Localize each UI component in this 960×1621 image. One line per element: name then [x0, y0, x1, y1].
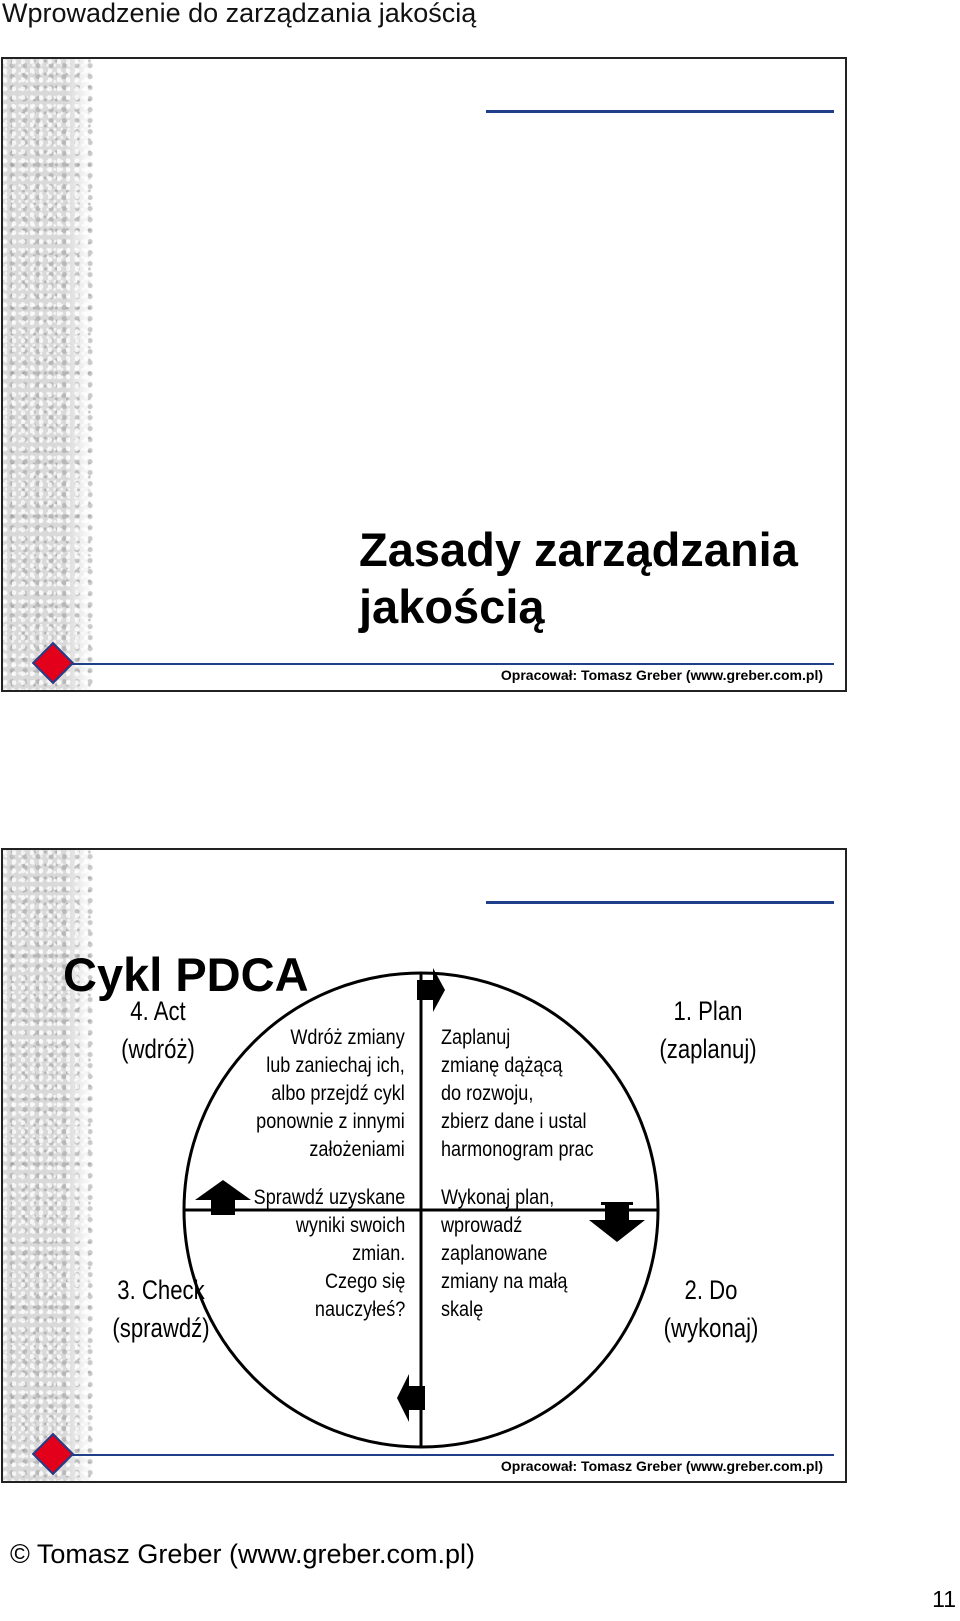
slide-title-line-2: jakością	[359, 580, 545, 633]
act-text	[256, 1024, 405, 1164]
slide-1	[1, 57, 847, 692]
act-text-line: założeniami	[309, 1138, 405, 1161]
plan-text-line: zmianę dążącą	[441, 1054, 563, 1077]
plan-text-line: harmonogram prac	[441, 1138, 594, 1161]
check-text-line: nauczyłeś?	[314, 1298, 405, 1321]
act-text-line: albo przejdź cykl	[271, 1082, 405, 1105]
act-label	[117, 992, 199, 1068]
act-label-line-1: 4. Act	[130, 996, 186, 1026]
top-rule	[486, 110, 834, 113]
bottom-rule	[43, 1454, 834, 1456]
check-text-line: Sprawdź uzyskane	[253, 1186, 405, 1209]
do-text-line: wprowadź	[441, 1214, 523, 1237]
plan-text-line: Zaplanuj	[441, 1026, 511, 1049]
do-text-line: zaplanowane	[441, 1242, 548, 1265]
check-text-line: wyniki swoich	[295, 1214, 405, 1237]
do-text-line: skalę	[441, 1298, 484, 1321]
slide-title: Cykl PDCA	[63, 948, 309, 1001]
check-label	[104, 1271, 219, 1347]
plan-label-line-2: (zaplanuj)	[659, 1034, 757, 1064]
do-label	[658, 1271, 765, 1347]
do-label-line-1: 2. Do	[684, 1275, 738, 1305]
bottom-rule	[43, 663, 834, 665]
slide-title	[359, 521, 798, 635]
pdca-diagram	[3, 850, 847, 1483]
check-label-line-2: (sprawdź)	[112, 1313, 210, 1343]
do-text-line: zmiany na małą	[441, 1270, 568, 1293]
plan-text-line: zbierz dane i ustal	[441, 1110, 587, 1133]
check-text-line: Czego się	[324, 1270, 405, 1293]
plan-text	[441, 1024, 594, 1164]
plan-label	[655, 992, 762, 1068]
do-text	[441, 1184, 567, 1324]
page-footer: © Tomasz Greber (www.greber.com.pl)	[10, 1539, 476, 1569]
plan-text-line: do rozwoju,	[441, 1082, 534, 1105]
do-text-line: Wykonaj plan,	[441, 1186, 555, 1209]
slide-2	[1, 848, 847, 1483]
slide-footer: Opracował: Tomasz Greber (www.greber.com.pl)	[500, 667, 823, 683]
act-text-line: ponownie z innymi	[256, 1110, 405, 1133]
arrow-down-icon	[589, 1202, 645, 1242]
slide-title-line-1: Zasady zarządzania	[359, 523, 798, 576]
act-text-line: lub zaniechaj ich,	[266, 1054, 405, 1077]
check-label-line-1: 3. Check	[117, 1275, 205, 1305]
check-text-line: zmian.	[351, 1242, 405, 1265]
page-number: 11	[932, 1586, 956, 1612]
document-header: Wprowadzenie do zarządzania jakością	[2, 0, 477, 28]
plan-label-line-1: 1. Plan	[673, 996, 743, 1026]
check-text	[253, 1184, 405, 1324]
act-text-line: Wdróż zmiany	[290, 1026, 405, 1049]
slide-footer: Opracował: Tomasz Greber (www.greber.com.pl)	[500, 1458, 823, 1474]
act-label-line-2: (wdróż)	[121, 1034, 195, 1064]
do-label-line-2: (wykonaj)	[663, 1313, 759, 1343]
marble-sidebar	[3, 59, 93, 690]
